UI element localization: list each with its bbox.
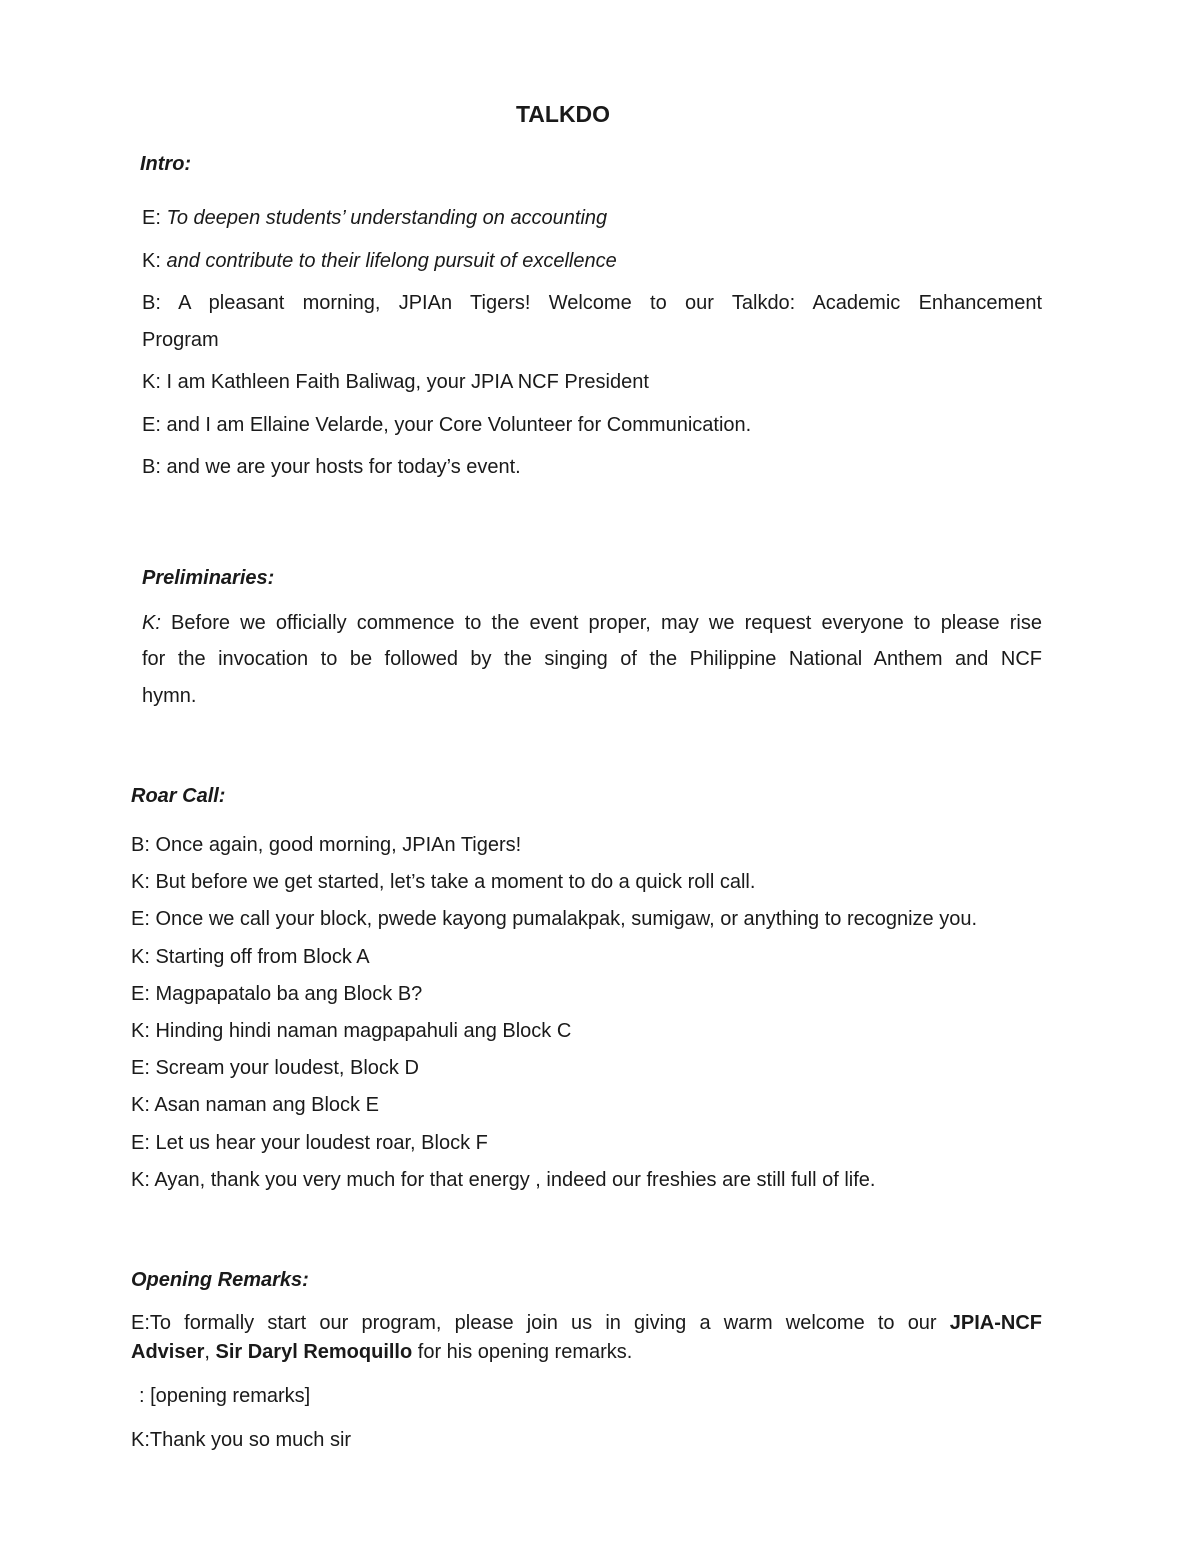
preliminaries-text: Before we officially commence to the event proper, may we request everyone to please rise xyxy=(160,612,1042,634)
comma: , xyxy=(204,1341,216,1363)
speaker-label: K: xyxy=(142,612,161,634)
adviser-org: JPIA-NCF xyxy=(949,1312,1043,1334)
document-title: TALKDO xyxy=(515,101,611,127)
intro-line-text: To deepen students’ understanding on accounting xyxy=(166,207,608,229)
opening-remarks-placeholder: : [opening remarks] xyxy=(139,1385,311,1407)
roar-call-line: K: But before we get started, let’s take a moment to do a quick roll call. xyxy=(131,871,756,893)
intro-welcome-line-2: Program xyxy=(142,329,219,351)
opening-remarks-line-1 xyxy=(131,1312,1042,1335)
opening-remarks-tail: for his opening remarks. xyxy=(412,1341,633,1363)
opening-remarks-text: E:To formally start our program, please join us in giving a warm welcome to our xyxy=(131,1312,937,1334)
intro-line-text: and contribute to their lifelong pursuit of excellence xyxy=(166,250,617,272)
preliminaries-line-1 xyxy=(142,612,1042,635)
opening-remarks-heading: Opening Remarks: xyxy=(131,1269,309,1291)
adviser-name: Sir Daryl Remoquillo xyxy=(215,1341,413,1363)
roar-call-line: E: Once we call your block, pwede kayong pumalakpak, sumigaw, or anything to recognize you. xyxy=(131,908,978,930)
adviser-title: Adviser xyxy=(131,1341,205,1363)
intro-president-line: K: I am Kathleen Faith Baliwag, your JPIA NCF President xyxy=(142,371,649,393)
opening-remarks-thanks: K:Thank you so much sir xyxy=(131,1429,352,1451)
opening-remarks-line-2 xyxy=(131,1341,632,1363)
preliminaries-line-2: for the invocation to be followed by the singing of the Philippine National Anthem and NCF xyxy=(142,648,1042,670)
speaker-label: E: xyxy=(142,207,167,229)
roar-call-line: B: Once again, good morning, JPIAn Tigers! xyxy=(131,834,522,856)
roar-call-line: K: Ayan, thank you very much for that energy , indeed our freshies are still full of life. xyxy=(131,1169,876,1191)
roar-call-heading: Roar Call: xyxy=(131,785,226,807)
speaker-label: K: xyxy=(142,250,167,272)
roar-call-line: E: Let us hear your loudest roar, Block F xyxy=(131,1132,488,1154)
intro-hosts-line: B: and we are your hosts for today’s event. xyxy=(142,456,521,478)
roar-call-line: E: Scream your loudest, Block D xyxy=(131,1057,419,1079)
roar-call-line: E: Magpapatalo ba ang Block B? xyxy=(131,983,423,1005)
intro-volunteer-line: E: and I am Ellaine Velarde, your Core Volunteer for Communication. xyxy=(142,414,752,436)
intro-line-e xyxy=(142,207,607,229)
roar-call-line: K: Starting off from Block A xyxy=(131,946,370,968)
intro-heading: Intro: xyxy=(140,153,192,175)
roar-call-line: K: Hinding hindi naman magpapahuli ang Block C xyxy=(131,1020,572,1042)
preliminaries-line-3: hymn. xyxy=(142,685,197,707)
preliminaries-heading: Preliminaries: xyxy=(142,567,275,589)
intro-welcome-line-1: B: A pleasant morning, JPIAn Tigers! Welcome to our Talkdo: Academic Enhancement xyxy=(142,292,1042,314)
roar-call-line: K: Asan naman ang Block E xyxy=(131,1094,379,1116)
intro-line-k xyxy=(142,250,617,272)
